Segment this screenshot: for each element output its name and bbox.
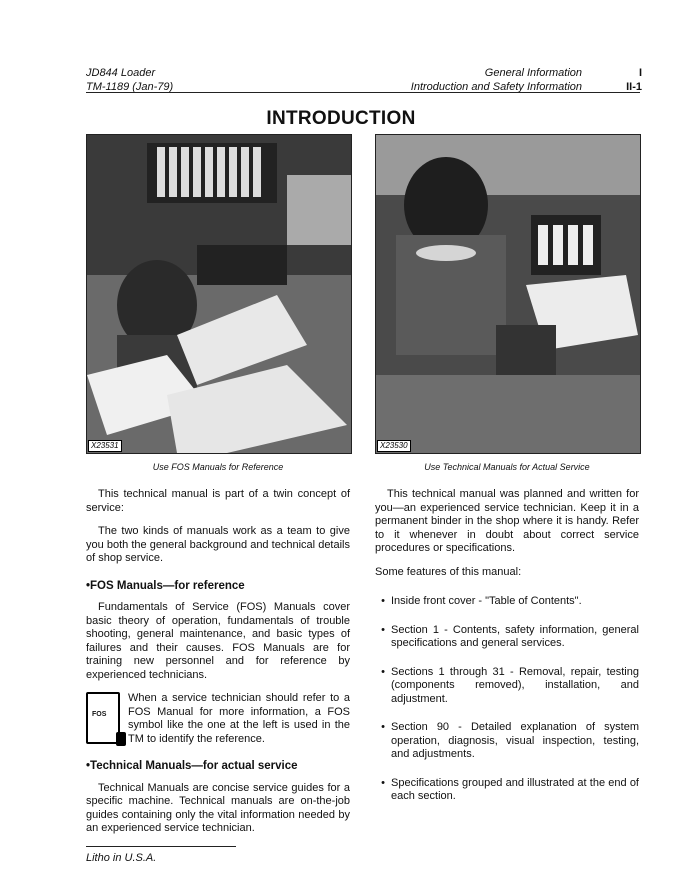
fos-symbol-paragraph: When a service technician should refer to a FOS Manual for more information, a FOS symbol like the one at the left is used in the TM to identify the reference. bbox=[128, 692, 350, 745]
technical-paragraph: Technical Manuals are concise service guides for a specific machine. Technical manuals are on-the-job guides containing only the vital information needed by an experienced service technician. bbox=[86, 781, 350, 834]
fos-paragraph: Fundamentals of Service (FOS) Manuals cover basic theory of operation, fundamentals of trouble shooting, general maintenance, and basic types of failures and their causes. FOS Manuals are for training new personnel and for reference by experienced technicians. bbox=[86, 601, 350, 681]
page-number bbox=[602, 66, 642, 94]
feature-text: Sections 1 through 31 - Removal, repair, testing (components removed), installation, and adjustment. bbox=[391, 665, 639, 705]
photo-fos-manuals bbox=[86, 134, 352, 454]
fos-heading: •FOS Manuals—for reference bbox=[86, 579, 245, 592]
subsection-name: Introduction and Safety Information bbox=[410, 81, 582, 93]
feature-text: Inside front cover - "Table of Contents". bbox=[391, 595, 582, 607]
footer-text: Litho in U.S.A. bbox=[86, 852, 157, 864]
features-intro: Some features of this manual: bbox=[375, 565, 522, 578]
feature-text: Section 1 - Contents, safety information, general specifications and general services. bbox=[391, 623, 639, 649]
machine-name: JD844 Loader bbox=[86, 67, 156, 79]
fos-symbol-label: FOS bbox=[92, 711, 107, 718]
photo-tag-left: X23531 bbox=[88, 440, 122, 452]
section-number: I bbox=[638, 67, 642, 79]
feature-text: Specifications grouped and illustrated at the end of each section. bbox=[391, 776, 639, 802]
section-name: General Information bbox=[484, 67, 582, 79]
photo-technical-illustration bbox=[376, 135, 640, 453]
fos-symbol-block bbox=[86, 692, 350, 746]
header-rule bbox=[86, 92, 640, 93]
list-item: • Section 1 - Contents, safety information, general specifications and general services. bbox=[381, 623, 639, 649]
team-paragraph: The two kinds of manuals work as a team to give you both the general background and technical details of shop service. bbox=[86, 525, 350, 564]
list-item: • Inside front cover - "Table of Contents". bbox=[375, 595, 639, 609]
planned-paragraph: This technical manual was planned and written for you—an experienced service technician. Keep it in a permanent binder in the shop where it is handy. Refer to it whenever in doubt about correct service procedures or specifications. bbox=[375, 488, 639, 554]
right-column bbox=[375, 488, 639, 819]
technical-heading: •Technical Manuals—for actual service bbox=[86, 760, 298, 772]
page-code: II-1 bbox=[626, 81, 642, 93]
list-item: • Sections 1 through 31 - Removal, repair, testing (components removed), installation, and adjustment. bbox=[381, 665, 639, 705]
header-left bbox=[86, 66, 173, 94]
page-title: INTRODUCTION bbox=[266, 108, 416, 129]
list-item: • Section 90 - Detailed explanation of system operation, diagnosis, visual inspection, testing, and adjustments. bbox=[381, 721, 639, 760]
left-column bbox=[86, 488, 350, 846]
caption-right: Use Technical Manuals for Actual Service bbox=[424, 462, 590, 472]
manual-number: TM-1189 (Jan-79) bbox=[86, 81, 174, 93]
photo-tag-right: X23530 bbox=[377, 440, 411, 452]
list-item: • Specifications grouped and illustrated at the end of each section. bbox=[381, 776, 639, 802]
intro-paragraph: This technical manual is part of a twin concept of service: bbox=[86, 488, 350, 514]
photo-technical-manuals bbox=[375, 134, 641, 454]
header-right bbox=[322, 66, 582, 94]
footer-rule bbox=[86, 846, 236, 847]
feature-text: Section 90 - Detailed explanation of system operation, diagnosis, visual inspection, testing, and adjustments. bbox=[391, 721, 639, 760]
fos-symbol-icon bbox=[86, 692, 120, 744]
caption-left: Use FOS Manuals for Reference bbox=[152, 462, 284, 472]
photo-fos-illustration bbox=[87, 135, 351, 453]
